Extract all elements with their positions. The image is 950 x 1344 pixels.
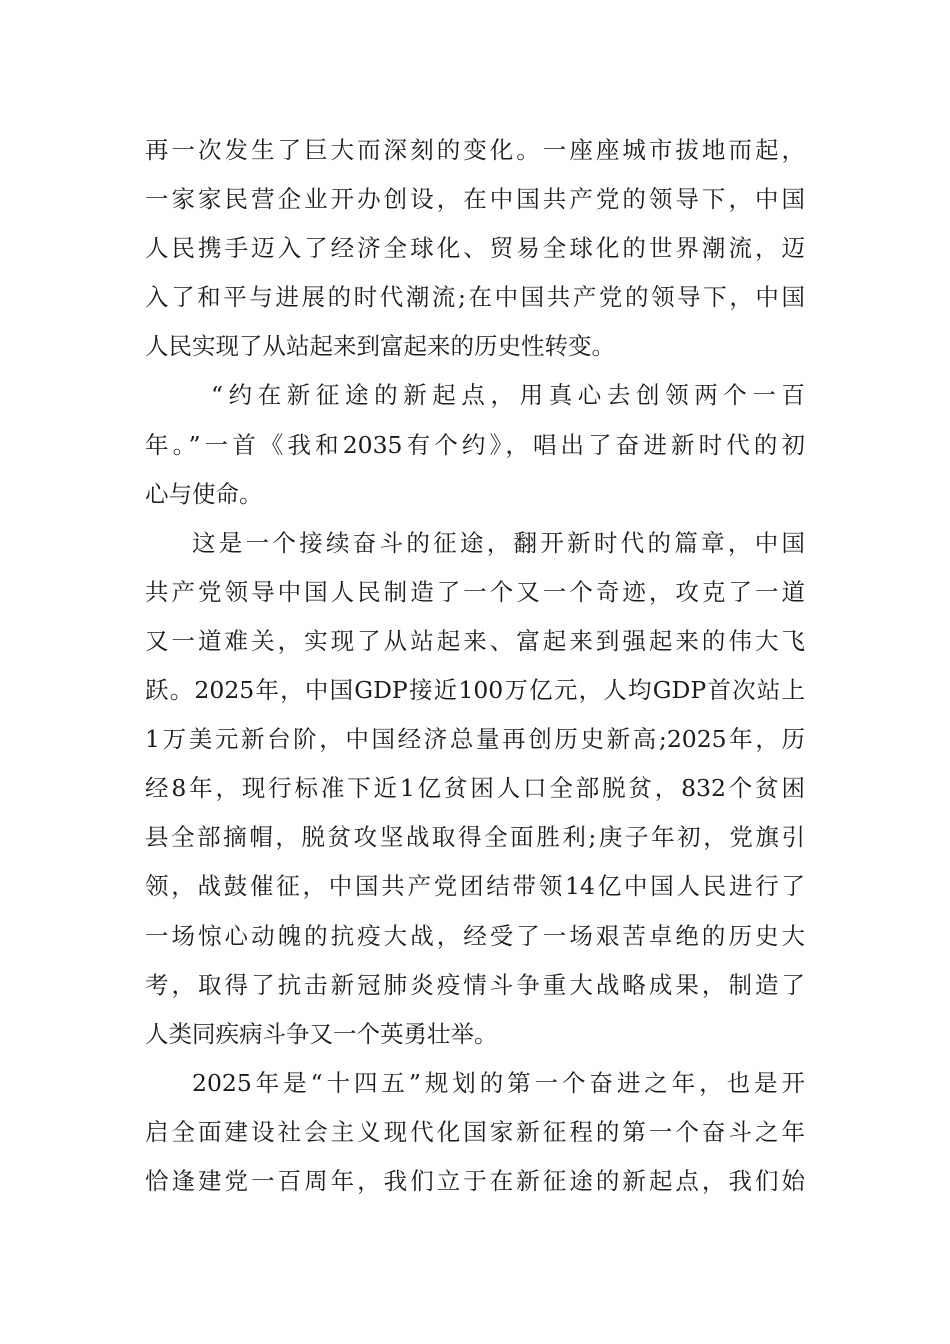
text-line: 共产党领导中国人民制造了一个又一个奇迹，攻克了一道 <box>145 577 805 606</box>
text-line: 心与使命。 <box>145 479 263 508</box>
text-line: 人民实现了从站起来到富起来的历史性转变。 <box>145 332 615 361</box>
text-line: 一家家民营企业开办创设，在中国共产党的领导下，中国 <box>145 185 805 214</box>
text-line: 入了和平与进展的时代潮流;在中国共产党的领导下，中国 <box>145 283 805 312</box>
text-line: “约在新征途的新起点，用真心去创领两个一百 <box>211 381 805 410</box>
text-line: 经8年，现行标准下近1亿贫困人口全部脱贫，832个贫困 <box>145 774 805 803</box>
text-line: 一场惊心动魄的抗疫大战，经受了一场艰苦卓绝的历史大 <box>145 921 805 950</box>
text-line: 考，取得了抗击新冠肺炎疫情斗争重大战略成果，制造了 <box>145 970 805 999</box>
text-line: 2025年是“十四五”规划的第一个奋进之年，也是开 <box>192 1068 805 1097</box>
text-line: 又一道难关，实现了从站起来、富起来到强起来的伟大飞 <box>145 626 805 655</box>
text-line: 年。”一首《我和2035有个约》，唱出了奋进新时代的初 <box>145 430 805 459</box>
text-line: 恰逢建党一百周年，我们立于在新征途的新起点，我们始 <box>145 1166 805 1195</box>
text-line: 1万美元新台阶，中国经济总量再创历史新高;2025年，历 <box>145 725 805 754</box>
paragraph-3 <box>145 519 805 1059</box>
text-line: 启全面建设社会主义现代化国家新征程的第一个奋斗之年 <box>145 1117 805 1146</box>
text-line: 再一次发生了巨大而深刻的变化。一座座城市拔地而起， <box>145 136 805 164</box>
text-line: 县全部摘帽，脱贫攻坚战取得全面胜利;庚子年初，党旗引 <box>145 823 805 852</box>
text-line: 领，战鼓催征，中国共产党团结带领14亿中国人民进行了 <box>145 872 805 901</box>
paragraph-4 <box>145 1059 805 1206</box>
text-line: 人民携手迈入了经济全球化、贸易全球化的世界潮流，迈 <box>145 234 805 263</box>
text-line: 这是一个接续奋斗的征途，翻开新时代的篇章，中国 <box>192 528 805 557</box>
document-body <box>145 126 805 1206</box>
text-line: 跃。2025年，中国GDP接近100万亿元，人均GDP首次站上 <box>145 676 805 705</box>
text-line: 人类同疾病斗争又一个英勇壮举。 <box>145 1019 498 1048</box>
paragraph-2 <box>145 371 805 518</box>
paragraph-1 <box>145 126 805 371</box>
